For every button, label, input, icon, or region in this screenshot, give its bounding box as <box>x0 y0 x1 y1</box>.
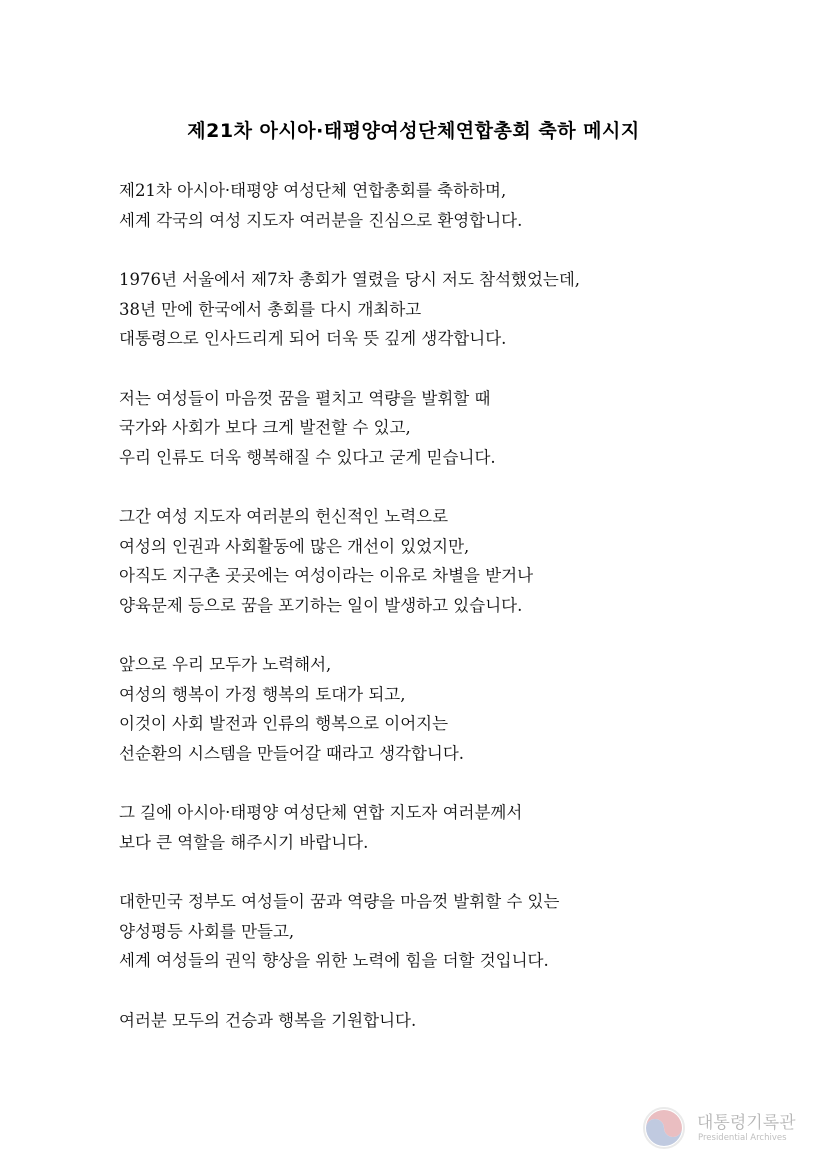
text-line: 양육문제 등으로 꿈을 포기하는 일이 발생하고 있습니다. <box>119 595 523 615</box>
text-line: 여러분 모두의 건승과 행복을 기원합니다. <box>119 1010 417 1030</box>
text-line: 여성의 행복이 가정 행복의 토대가 되고, <box>119 684 406 704</box>
watermark-name-english: Presidential Archives <box>698 1133 787 1143</box>
text-line: 저는 여성들이 마음껏 꿈을 펼치고 역량을 발휘할 때 <box>119 388 491 408</box>
paragraph <box>119 265 759 354</box>
text-line: 우리 인류도 더욱 행복해질 수 있다고 굳게 믿습니다. <box>119 447 496 467</box>
paragraph <box>119 176 759 235</box>
document-title: 제21차 아시아·태평양여성단체연합총회 축하 메시지 <box>187 120 640 142</box>
paragraph <box>119 384 759 473</box>
text-line: 선순환의 시스템을 만들어갈 때라고 생각합니다. <box>119 743 465 763</box>
text-line: 이것이 사회 발전과 인류의 행복으로 이어지는 <box>119 714 449 733</box>
text-line: 앞으로 우리 모두가 노력해서, <box>119 655 332 674</box>
text-line: 그간 여성 지도자 여러분의 헌신적인 노력으로 <box>119 507 449 526</box>
text-line: 38년 만에 한국에서 총회를 다시 개최하고 <box>119 299 422 319</box>
document-body <box>119 176 759 1065</box>
text-line: 국가와 사회가 보다 크게 발전할 수 있고, <box>119 418 411 437</box>
text-line: 대한민국 정부도 여성들이 꿈과 역량을 마음껏 발휘할 수 있는 <box>119 892 560 911</box>
watermark-name-korean: 대통령기록관 <box>697 1113 796 1133</box>
paragraph <box>119 1006 759 1036</box>
text-line: 그 길에 아시아·태평양 여성단체 연합 지도자 여러분께서 <box>119 803 523 822</box>
text-line: 세계 각국의 여성 지도자 여러분을 진심으로 환영합니다. <box>119 210 523 230</box>
text-line: 1976년 서울에서 제7차 총회가 열렸을 당시 저도 참석했었는데, <box>119 270 581 289</box>
text-line: 보다 큰 역할을 해주시기 바랍니다. <box>119 832 369 852</box>
paragraph <box>119 798 759 857</box>
text-line: 아직도 지구촌 곳곳에는 여성이라는 이유로 차별을 받거나 <box>119 566 534 585</box>
presidential-archives-watermark <box>641 1105 811 1151</box>
paragraph <box>119 502 759 620</box>
text-line: 여성의 인권과 사회활동에 많은 개선이 있었지만, <box>119 536 470 556</box>
text-line: 양성평등 사회를 만들고, <box>119 921 295 941</box>
paragraph <box>119 650 759 768</box>
text-line: 대통령으로 인사드리게 되어 더욱 뜻 깊게 생각합니다. <box>119 329 507 348</box>
text-line: 세계 여성들의 권익 향상을 위한 노력에 힘을 더할 것입니다. <box>119 951 549 970</box>
paragraph <box>119 887 759 976</box>
text-line: 제21차 아시아·태평양 여성단체 연합총회를 축하하며, <box>119 181 507 200</box>
presidential-archives-emblem-icon <box>641 1105 687 1151</box>
